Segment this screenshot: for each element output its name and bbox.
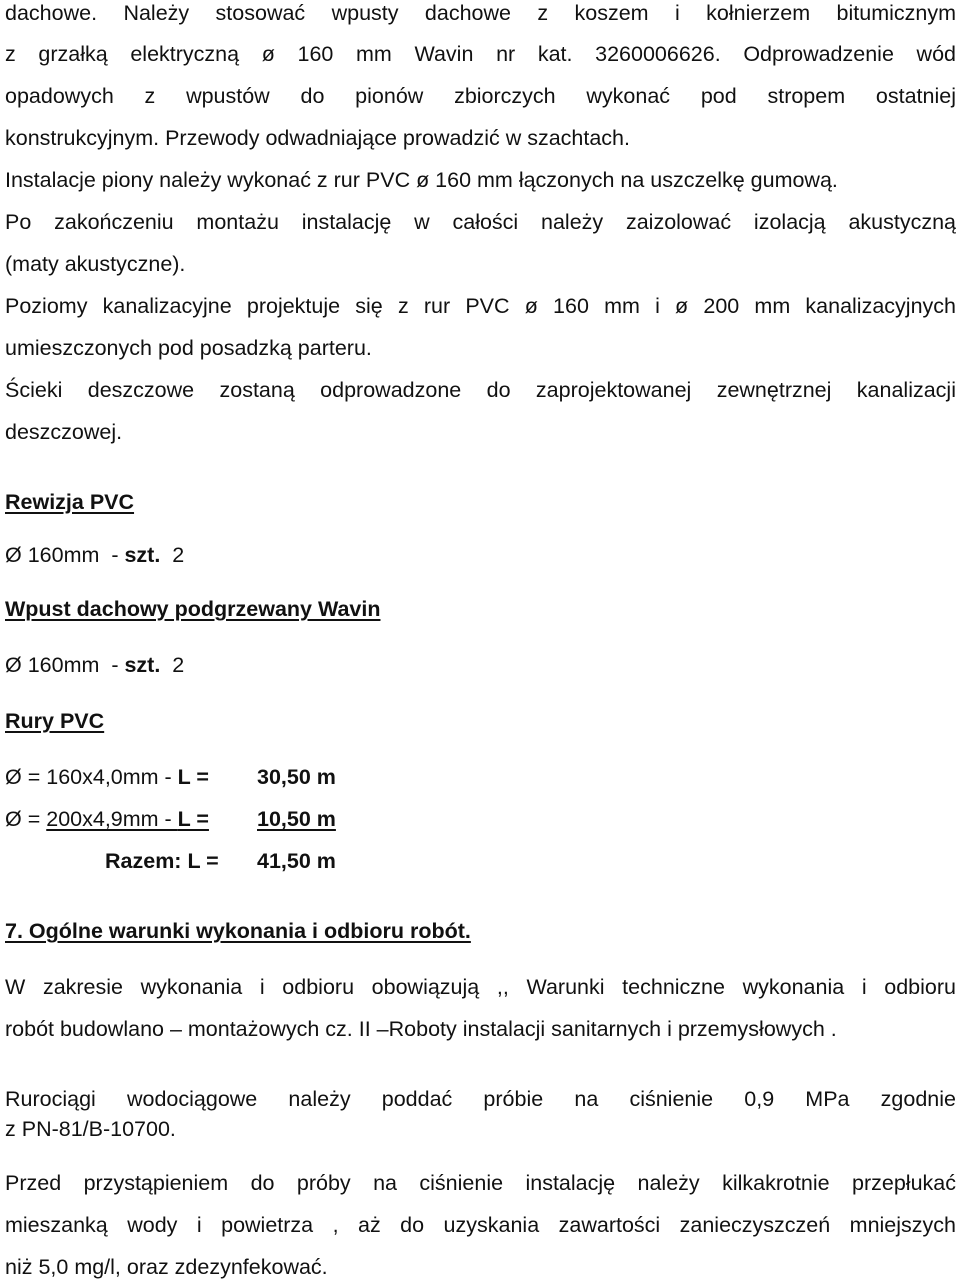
section-heading <box>5 489 956 515</box>
paragraph-line: (maty akustyczne). <box>5 252 186 276</box>
pipe-dim: 160x4,0mm - <box>46 765 178 789</box>
pipe-prefix: Ø = <box>5 807 47 831</box>
paragraph-line: Przed przystąpieniem do próby na ciśnienie instalację należy kilkakrotnie przepłukać <box>5 1171 956 1195</box>
paragraph-line: Instalacje piony należy wykonać z rur PVC ø 160 mm łączonych na uszczelkę gumową. <box>5 168 838 192</box>
wpust-qty-label: szt. <box>124 653 161 677</box>
paragraph-line: umieszczonych pod posadzką parteru. <box>5 336 372 360</box>
pipe-dim: 200x4,9mm - <box>46 807 178 831</box>
paragraph-line: niż 5,0 mg/l, oraz zdezynfekować. <box>5 1255 328 1279</box>
paragraph-line: robót budowlano – montażowych cz. II –Roboty instalacji sanitarnych i przemysłowych . <box>5 1017 837 1041</box>
pipe-row <box>5 806 956 832</box>
paragraph-line: Ścieki deszczowe zostaną odprowadzone do zaprojektowanej zewnętrznej kanalizacji <box>5 378 956 402</box>
paragraph-line: opadowych z wpustów do pionów zbiorczych wykonać pod stropem ostatniej <box>5 84 956 108</box>
wpust-qty: 2 <box>160 653 185 677</box>
section-heading <box>5 918 956 944</box>
pipe-prefix: Ø = <box>5 765 47 789</box>
pipe-row <box>5 764 956 790</box>
pipe-total-label: Razem: L = <box>105 849 219 873</box>
rewizja-size: Ø 160mm - <box>5 543 125 567</box>
paragraph-line: z PN-81/B-10700. <box>5 1117 176 1141</box>
pipe-total-value: 41,50 m <box>257 849 336 873</box>
wpust-heading: Wpust dachowy podgrzewany Wavin <box>5 597 381 621</box>
rewizja-qty-label: szt. <box>124 543 161 567</box>
paragraph-line: dachowe. Należy stosować wpusty dachowe z koszem i kołnierzem bitumicznym <box>5 1 956 25</box>
paragraph-line: konstrukcyjnym. Przewody odwadniające prowadzić w szachtach. <box>5 126 630 150</box>
paragraph-line: W zakresie wykonania i odbioru obowiązują ,, Warunki techniczne wykonania i odbioru <box>5 975 956 999</box>
paragraph-line: Poziomy kanalizacyjne projektuje się z rur PVC ø 160 mm i ø 200 mm kanalizacyjnych <box>5 294 956 318</box>
section7-heading: 7. Ogólne warunki wykonania i odbioru robót. <box>5 919 471 943</box>
pipe-length-value: 10,50 m <box>257 807 336 831</box>
rewizja-qty: 2 <box>160 543 185 567</box>
paragraph-line: z grzałką elektryczną ø 160 mm Wavin nr kat. 3260006626. Odprowadzenie wód <box>5 42 956 66</box>
paragraph-line: mieszanką wody i powietrza , aż do uzyskania zawartości zanieczyszczeń mniejszych <box>5 1213 956 1237</box>
paragraph-line: Rurociągi wodociągowe należy poddać próbie na ciśnienie 0,9 MPa zgodnie <box>5 1087 956 1111</box>
pipe-length-label: L = <box>177 807 209 831</box>
section-heading <box>5 596 956 622</box>
wpust-size: Ø 160mm - <box>5 653 125 677</box>
rewizja-heading: Rewizja PVC <box>5 490 135 514</box>
paragraph-line: deszczowej. <box>5 420 123 444</box>
wpust-spec <box>5 652 956 678</box>
rury-heading: Rury PVC <box>5 709 105 733</box>
rewizja-spec <box>5 542 956 568</box>
paragraph-line: Po zakończeniu montażu instalację w całości należy zaizolować izolacją akustyczną <box>5 210 956 234</box>
section-heading <box>5 708 956 734</box>
pipe-length-label: L = <box>177 765 209 789</box>
pipe-length-value: 30,50 m <box>257 765 336 789</box>
